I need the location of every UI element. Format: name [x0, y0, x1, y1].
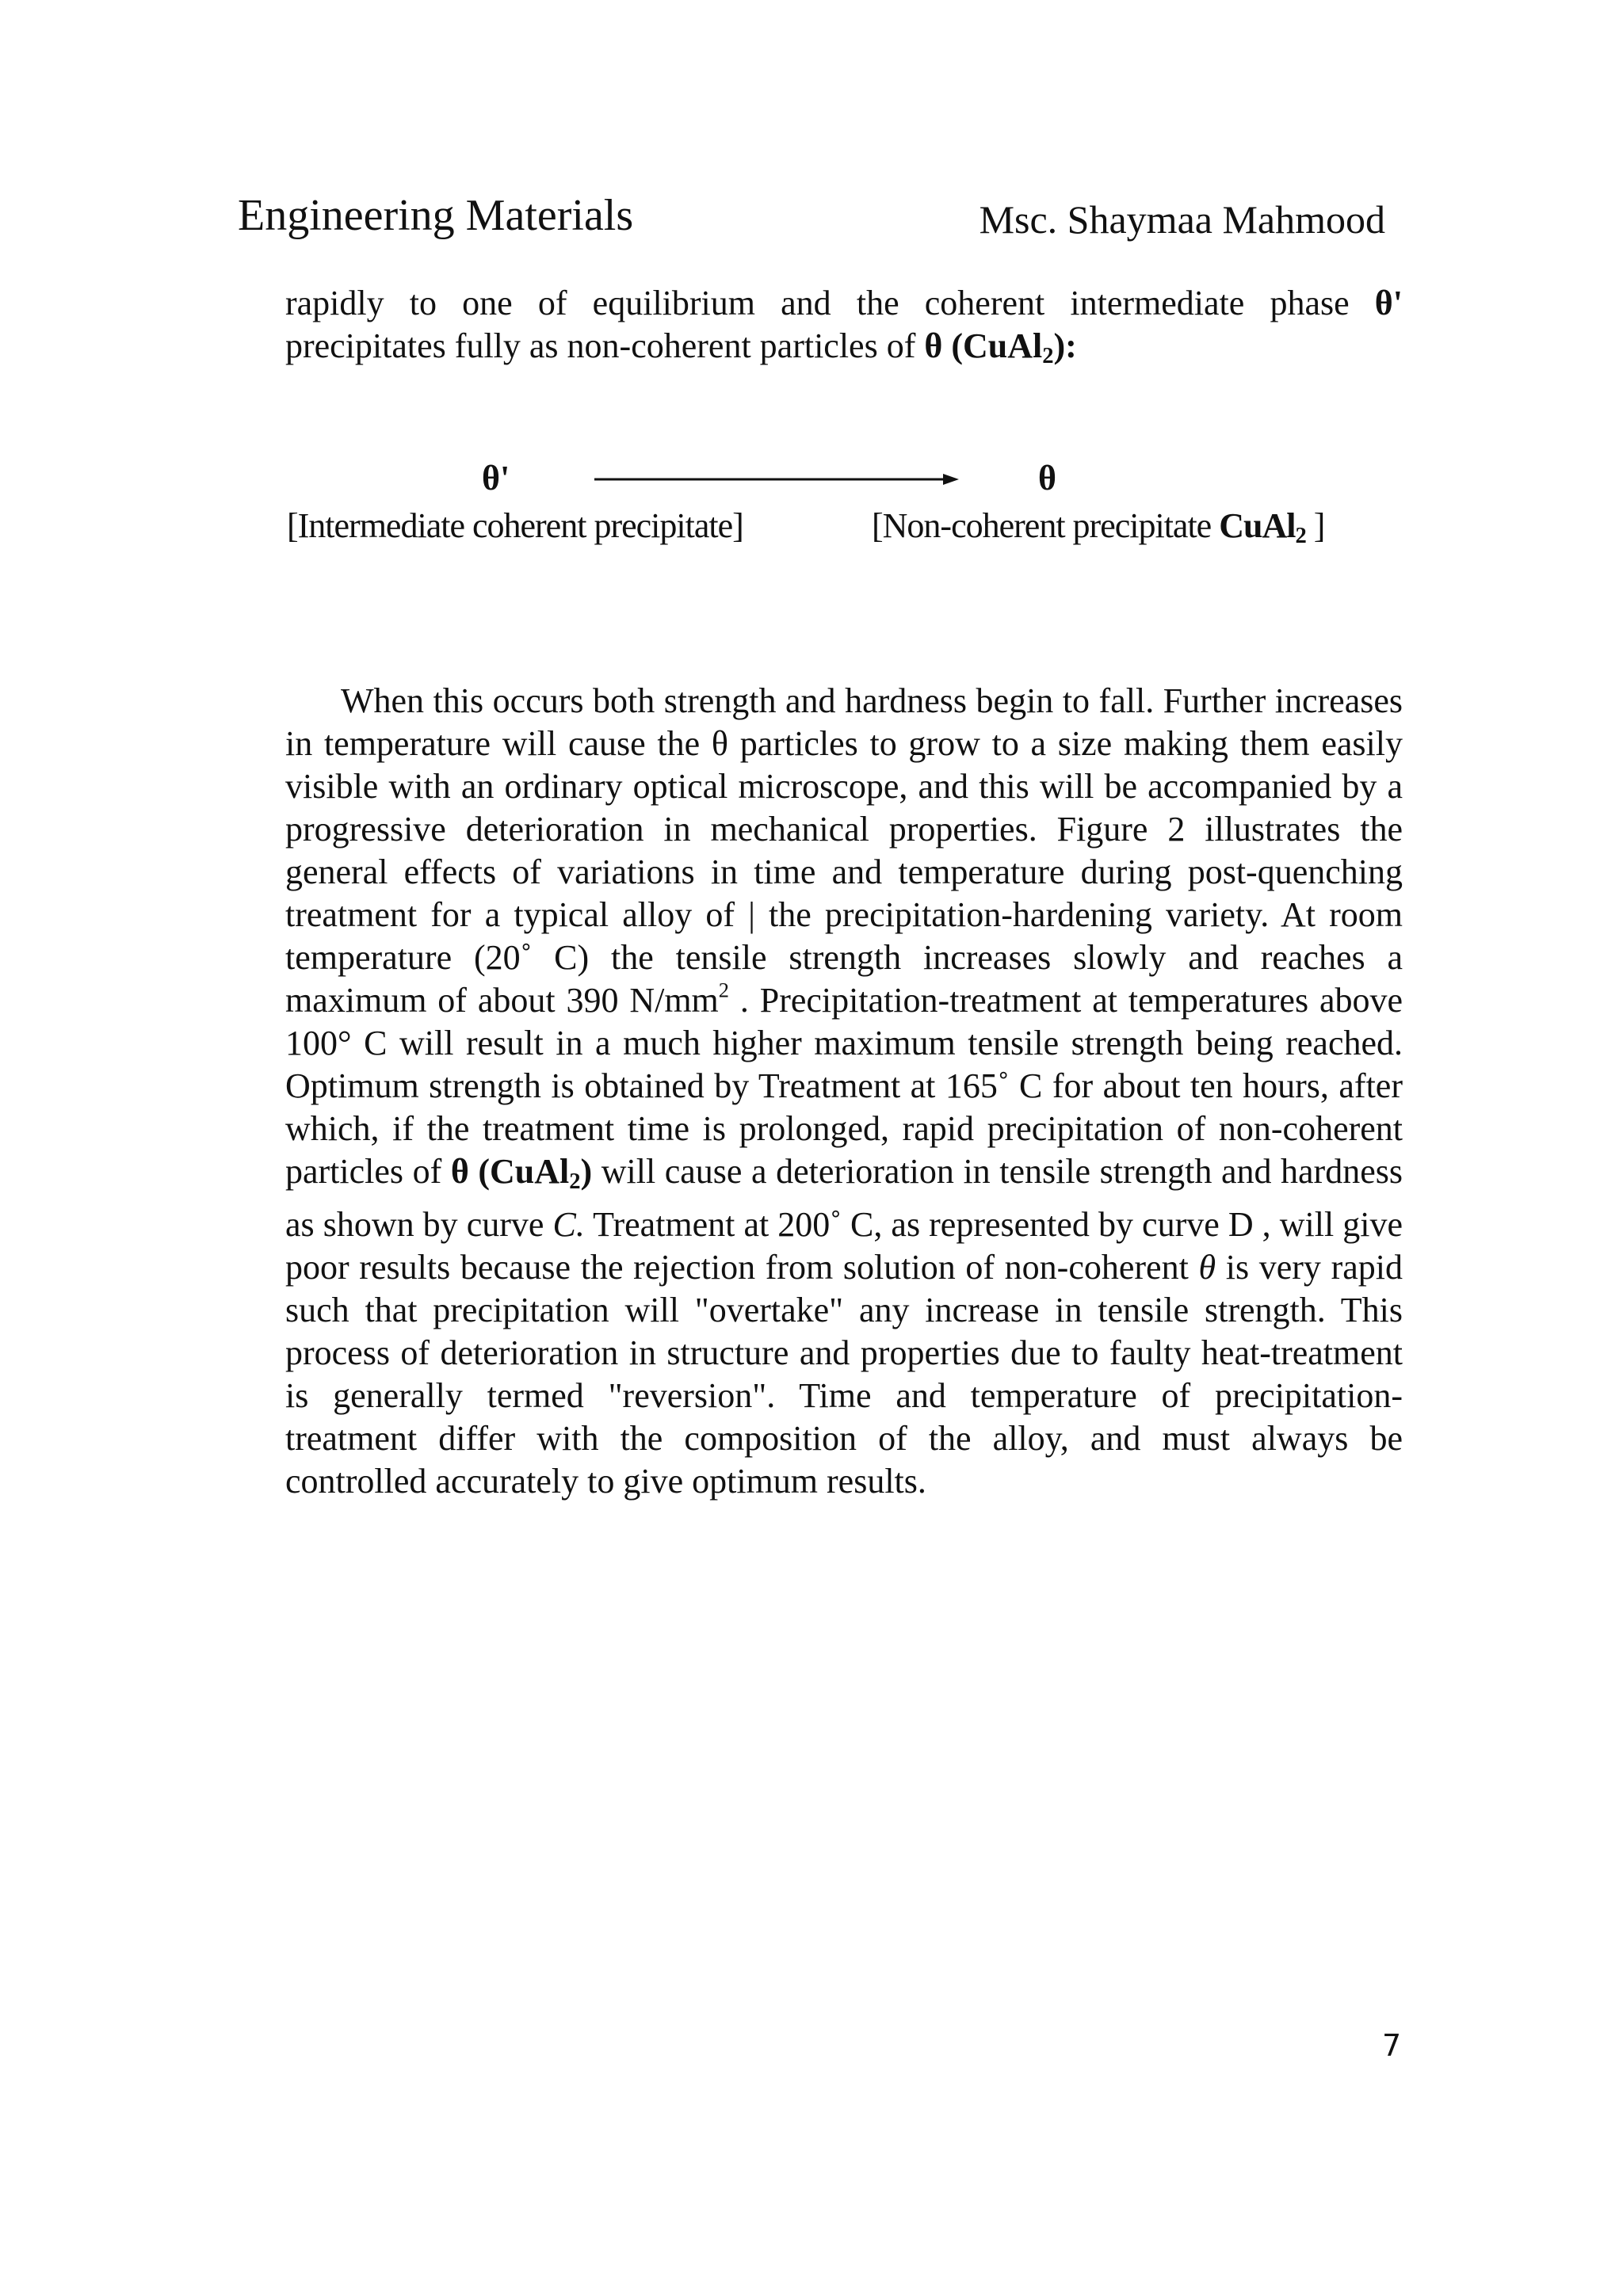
right-label-formula-text: CuAl	[1219, 506, 1296, 545]
body-text-2: . Precipitation-treatment at temperatures above 100° C will result in a much higher maximum tensile strength being reached. Optimum strength is obtained by Treatment at 165˚ C for about ten hours, after which, if the treatment time is prolonged, rapid precipitation of non-coherent particles of	[285, 981, 1403, 1191]
intro-text-a: rapidly to one of equilibrium and the coherent intermediate phase	[285, 284, 1375, 322]
theta-prime-symbol: θ'	[1374, 284, 1403, 322]
intro-formula-text: θ (CuAl	[924, 326, 1043, 365]
body-formula	[450, 1152, 593, 1195]
body-paragraph	[285, 680, 1403, 1503]
body-formula-subscript: 2	[569, 1169, 581, 1195]
right-label-formula	[1219, 506, 1306, 549]
equation-left-symbol: θ'	[482, 459, 510, 498]
curve-label: C.	[552, 1205, 585, 1245]
equation-left-label: [Intermediate coherent precipitate]	[287, 506, 743, 545]
equation-right-symbol: θ	[1038, 459, 1056, 498]
body-superscript: 2	[718, 978, 729, 1002]
right-label-end: ]	[1305, 506, 1325, 545]
reaction-arrow	[594, 467, 959, 491]
right-label-text: [Non-coherent precipitate	[872, 506, 1220, 545]
right-label-formula-subscript: 2	[1295, 524, 1306, 549]
document-title: Engineering Materials	[238, 191, 634, 240]
intro-formula	[924, 326, 1077, 369]
body-formula-text: θ (CuAl	[450, 1152, 570, 1191]
intro-text-b: precipitates fully as non-coherent particles of	[285, 326, 925, 365]
author-name: Msc. Shaymaa Mahmood	[979, 197, 1385, 242]
body-text-1: When this occurs both strength and hardness begin to fall. Further increases in temperature will cause the θ particles to grow to a size making them easily visible with an ordinary optical microscope, and this will be accompanied by a progressive deterioration in mechanical properties. Figure 2 illustrates the general effects of variations in time and temperature during post-quenching treatment for a typical alloy of | the precipitation-hardening variety. At room temperature (20˚ C) the tensile strength increases slowly and reaches a maximum of about 390 N/mm	[285, 681, 1403, 1020]
body-text-5: is very rapid such that precipitation will "overtake" any increase in tensile strength. This process of deterioration in structure and properties due to faulty heat-treatment is generally termed "reversion". Time and temperature of precipitation-treatment differ with the composition of the alloy, and must always be controlled accurately to give optimum results.	[285, 1248, 1403, 1501]
intro-formula-subscript: 2	[1042, 344, 1054, 369]
intro-paragraph	[285, 282, 1403, 378]
body-formula-end: )	[580, 1152, 593, 1191]
equation-right-label	[872, 505, 1324, 549]
page-number: 7	[1382, 2028, 1402, 2063]
body-text-3: will cause a deterioration in tensile strength and hardness as shown by curve	[285, 1152, 1403, 1245]
intro-formula-end: ):	[1053, 326, 1077, 365]
theta-italic: θ	[1198, 1248, 1216, 1287]
body-text-4: Treatment at 200˚ C, as represented by curve D , will give poor results because the rejection from solution of non-coherent	[285, 1205, 1403, 1287]
